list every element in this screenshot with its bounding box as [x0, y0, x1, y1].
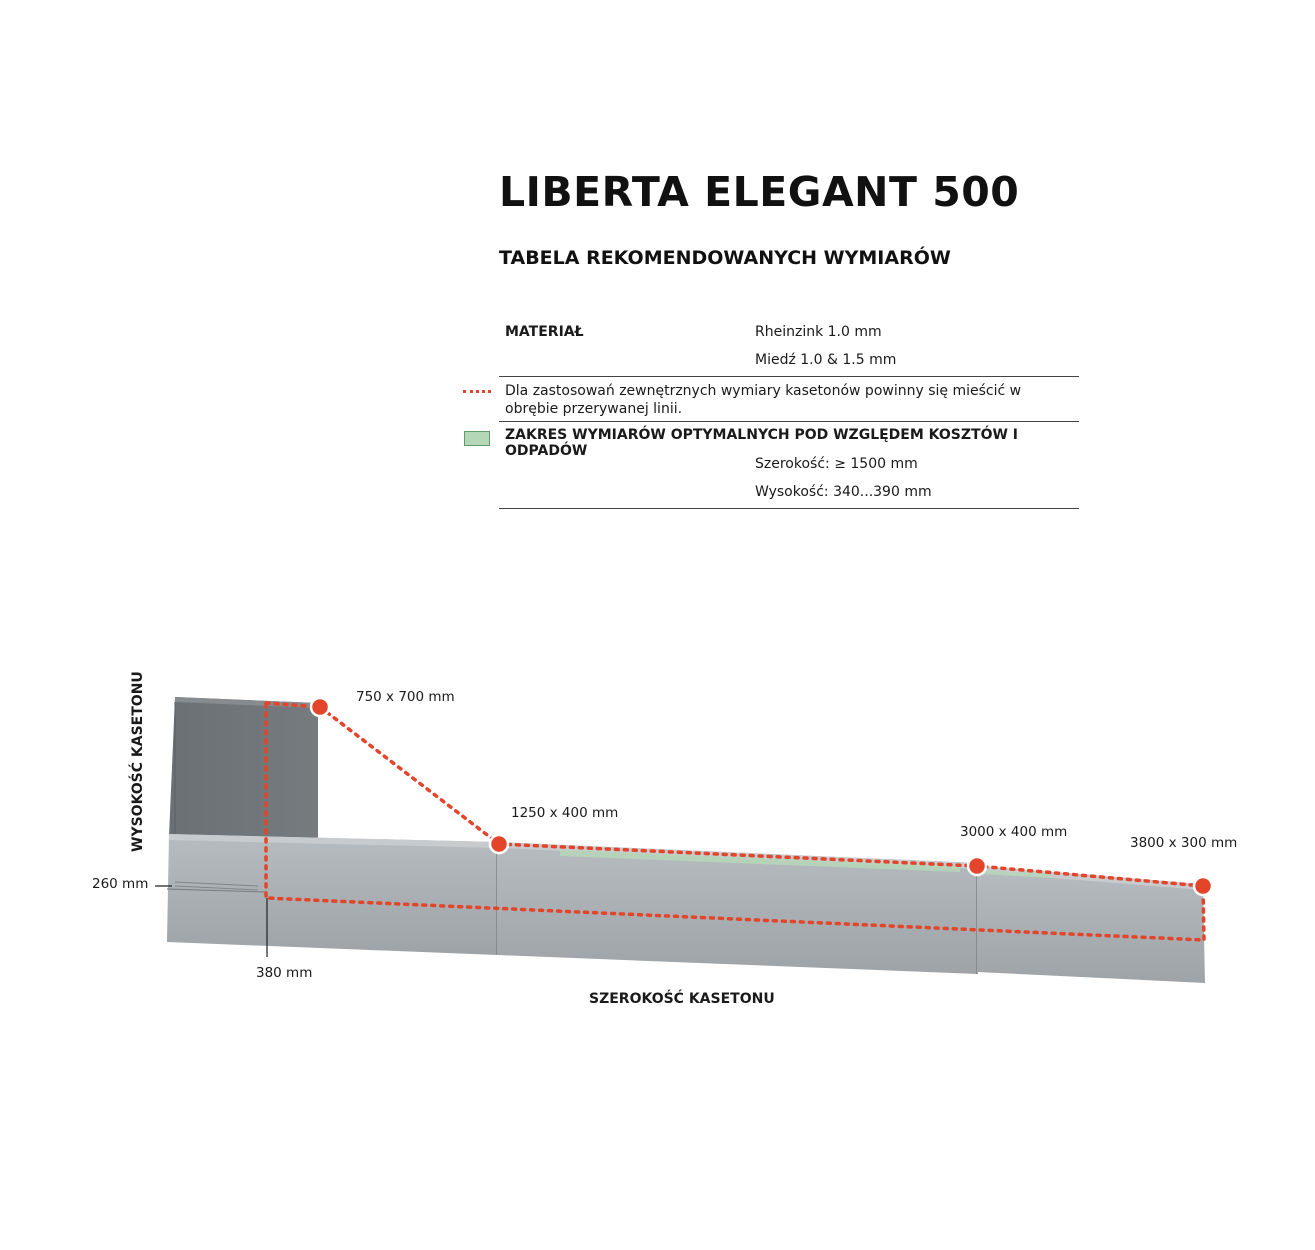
material-value-zinc: Rheinzink 1.0 mm [755, 324, 882, 340]
page-title: LIBERTA ELEGANT 500 [499, 168, 1020, 216]
label-750x700: 750 x 700 mm [356, 689, 455, 705]
optimal-range-row [499, 422, 1079, 509]
y-axis-label: WYSOKOŚĆ KASETONU [130, 671, 146, 852]
panel-left [167, 834, 497, 955]
material-row [499, 318, 1079, 377]
panel-750x700 [169, 697, 318, 840]
dashed-line-note-row [499, 377, 1079, 422]
dimension-diagram [0, 640, 1315, 1040]
dashed-line-note: Dla zastosowań zewnętrznych wymiary kasetonów powinny się mieścić w obrębie przerywanej linii. [505, 383, 1022, 417]
optimal-width-value: Szerokość: ≥ 1500 mm [755, 456, 918, 472]
label-3000x400: 3000 x 400 mm [960, 824, 1068, 840]
material-value-copper: Miedź 1.0 & 1.5 mm [755, 352, 897, 368]
min-width-label: 380 mm [256, 965, 313, 981]
spec-table [499, 318, 1079, 509]
label-1250x400: 1250 x 400 mm [511, 805, 619, 821]
optimal-height-value: Wysokość: 340...390 mm [755, 484, 932, 500]
label-3800x300: 3800 x 300 mm [1130, 835, 1238, 851]
dashed-line-legend-icon [463, 390, 491, 393]
point-3800x300 [1194, 877, 1212, 895]
x-axis-label: SZEROKOŚĆ KASETONU [589, 991, 775, 1007]
material-label: MATERIAŁ [505, 324, 584, 340]
point-1250x400 [490, 835, 508, 853]
point-3000x400 [968, 857, 986, 875]
page-subtitle: TABELA REKOMENDOWANYCH WYMIARÓW [499, 247, 951, 269]
optimal-zone-legend-icon [464, 431, 490, 446]
optimal-range-label: ZAKRES WYMIARÓW OPTYMALNYCH POD WZGLĘDEM KOSZTÓW I ODPADÓW [505, 427, 1018, 459]
min-height-label: 260 mm [92, 876, 149, 892]
point-750x700 [311, 698, 329, 716]
